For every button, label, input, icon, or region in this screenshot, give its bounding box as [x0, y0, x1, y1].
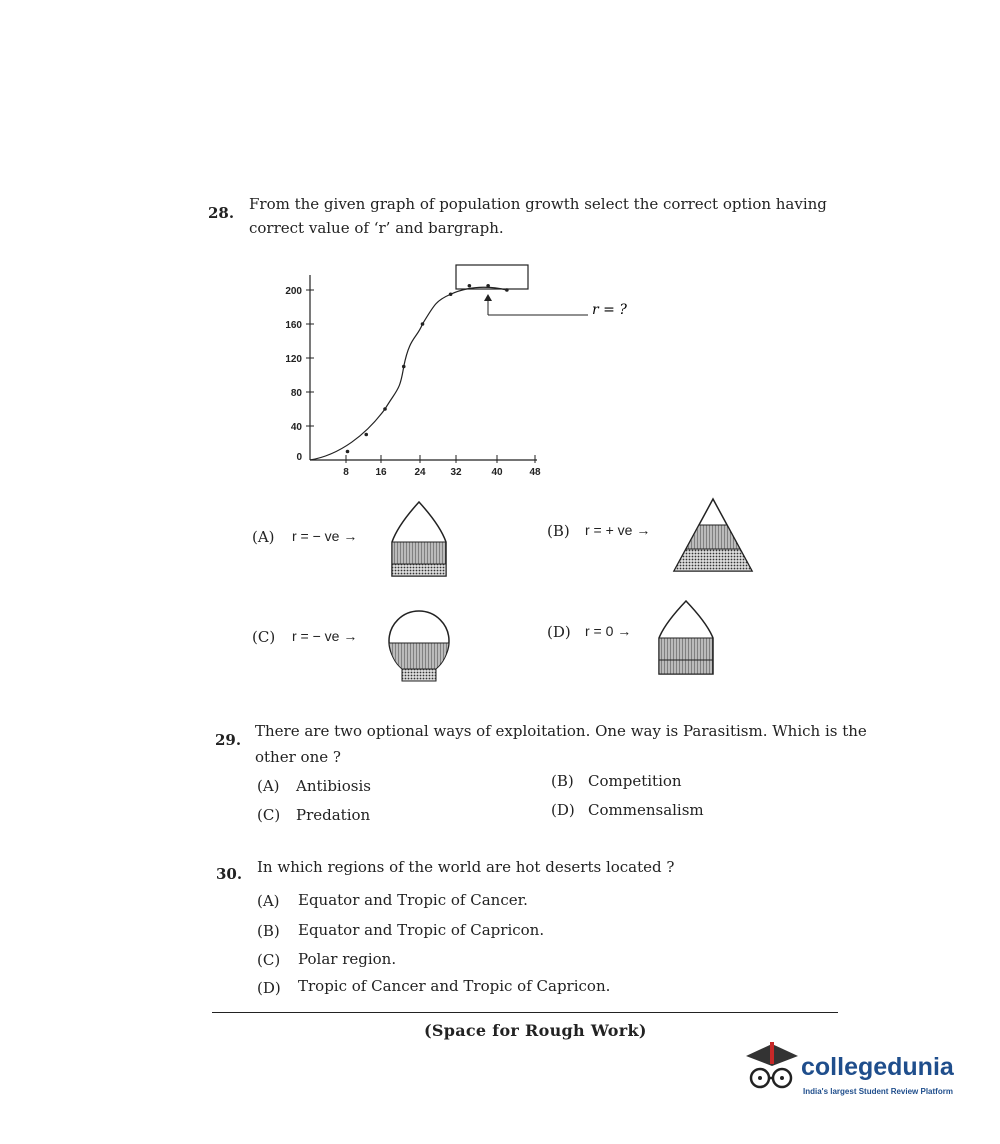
x-tick-label: 40: [491, 467, 503, 478]
bargraph-a-icon: [388, 500, 450, 580]
q30-text: In which regions of the world are hot deserts located ?: [257, 858, 675, 876]
data-point: [346, 450, 350, 454]
q30-option-b-label: (B): [257, 922, 280, 940]
q30-option-a-label: (A): [257, 892, 280, 910]
y-tick-label: 200: [285, 286, 302, 297]
q29-option-c-text: Predation: [296, 806, 371, 824]
q28-number: 28.: [208, 204, 235, 222]
q28-option-c-label: (C): [252, 628, 276, 646]
q29-option-c-label: (C): [257, 806, 281, 824]
y-tick-label: 120: [285, 354, 302, 365]
data-point: [486, 284, 490, 288]
q28-option-a-label: (A): [252, 528, 275, 546]
growth-curve: [310, 287, 507, 460]
q29-option-a-label: (A): [257, 777, 280, 795]
q28-option-b-text: r = + ve →: [585, 522, 651, 538]
q30-option-a-text: Equator and Tropic of Cancer.: [298, 891, 528, 909]
y-tick-label: 0: [296, 452, 302, 463]
x-tick-label: 16: [375, 467, 387, 478]
q29-option-b-text: Competition: [588, 772, 682, 790]
bargraph-d-icon: [655, 598, 717, 680]
q28-option-c-text: r = − ve →: [292, 628, 358, 644]
q28-option-a-text: r = − ve →: [292, 528, 358, 544]
q28-option-b-label: (B): [547, 522, 570, 540]
callout-arrow-icon: [484, 294, 492, 301]
q29-option-b-label: (B): [551, 772, 574, 790]
collegedunia-logo-icon: [742, 1038, 800, 1100]
bargraph-c-icon: [386, 605, 452, 685]
data-point: [383, 407, 387, 411]
x-tick-label: 8: [343, 467, 349, 478]
q29-option-a-text: Antibiosis: [296, 777, 371, 795]
q30-option-b-text: Equator and Tropic of Capricon.: [298, 921, 545, 939]
y-tick-label: 80: [290, 388, 302, 399]
plateau-box: [456, 265, 528, 289]
x-tick-label: 32: [450, 467, 462, 478]
data-point: [364, 433, 368, 437]
brand-name: collegedunia: [801, 1053, 954, 1081]
q29-option-d-text: Commensalism: [588, 801, 704, 819]
y-tick-label: 40: [290, 422, 302, 433]
q30-option-c-label: (C): [257, 951, 281, 969]
rough-work-label: (Space for Rough Work): [424, 1021, 647, 1040]
x-tick-label: 48: [529, 467, 541, 478]
q30-option-c-text: Polar region.: [298, 950, 397, 968]
q29-option-d-label: (D): [551, 801, 575, 819]
callout-label: r = ?: [592, 302, 627, 318]
data-point: [468, 284, 472, 288]
q29-text-line1: There are two optional ways of exploitation. One way is Parasitism. Which is the: [255, 722, 867, 740]
q29-number: 29.: [215, 731, 242, 749]
data-point: [402, 365, 406, 369]
footer-divider: [212, 1012, 838, 1013]
q30-option-d-label: (D): [257, 979, 281, 997]
q29-text-line2: other one ?: [255, 748, 341, 766]
brand-tagline: India's largest Student Review Platform: [803, 1087, 953, 1096]
y-tick-label: 160: [285, 320, 302, 331]
x-tick-label: 24: [414, 467, 426, 478]
population-growth-chart: [270, 255, 640, 485]
bargraph-b-icon: [670, 495, 756, 575]
data-point: [421, 322, 425, 326]
q28-text-line2: correct value of ‘r’ and bargraph.: [249, 219, 504, 237]
q28-option-d-label: (D): [547, 623, 571, 641]
q30-option-d-text: Tropic of Cancer and Tropic of Capricon.: [298, 977, 611, 995]
q28-text-line1: From the given graph of population growth select the correct option having: [249, 195, 827, 213]
data-point: [449, 292, 453, 296]
q28-option-d-text: r = 0 →: [585, 623, 632, 639]
q30-number: 30.: [216, 865, 243, 883]
